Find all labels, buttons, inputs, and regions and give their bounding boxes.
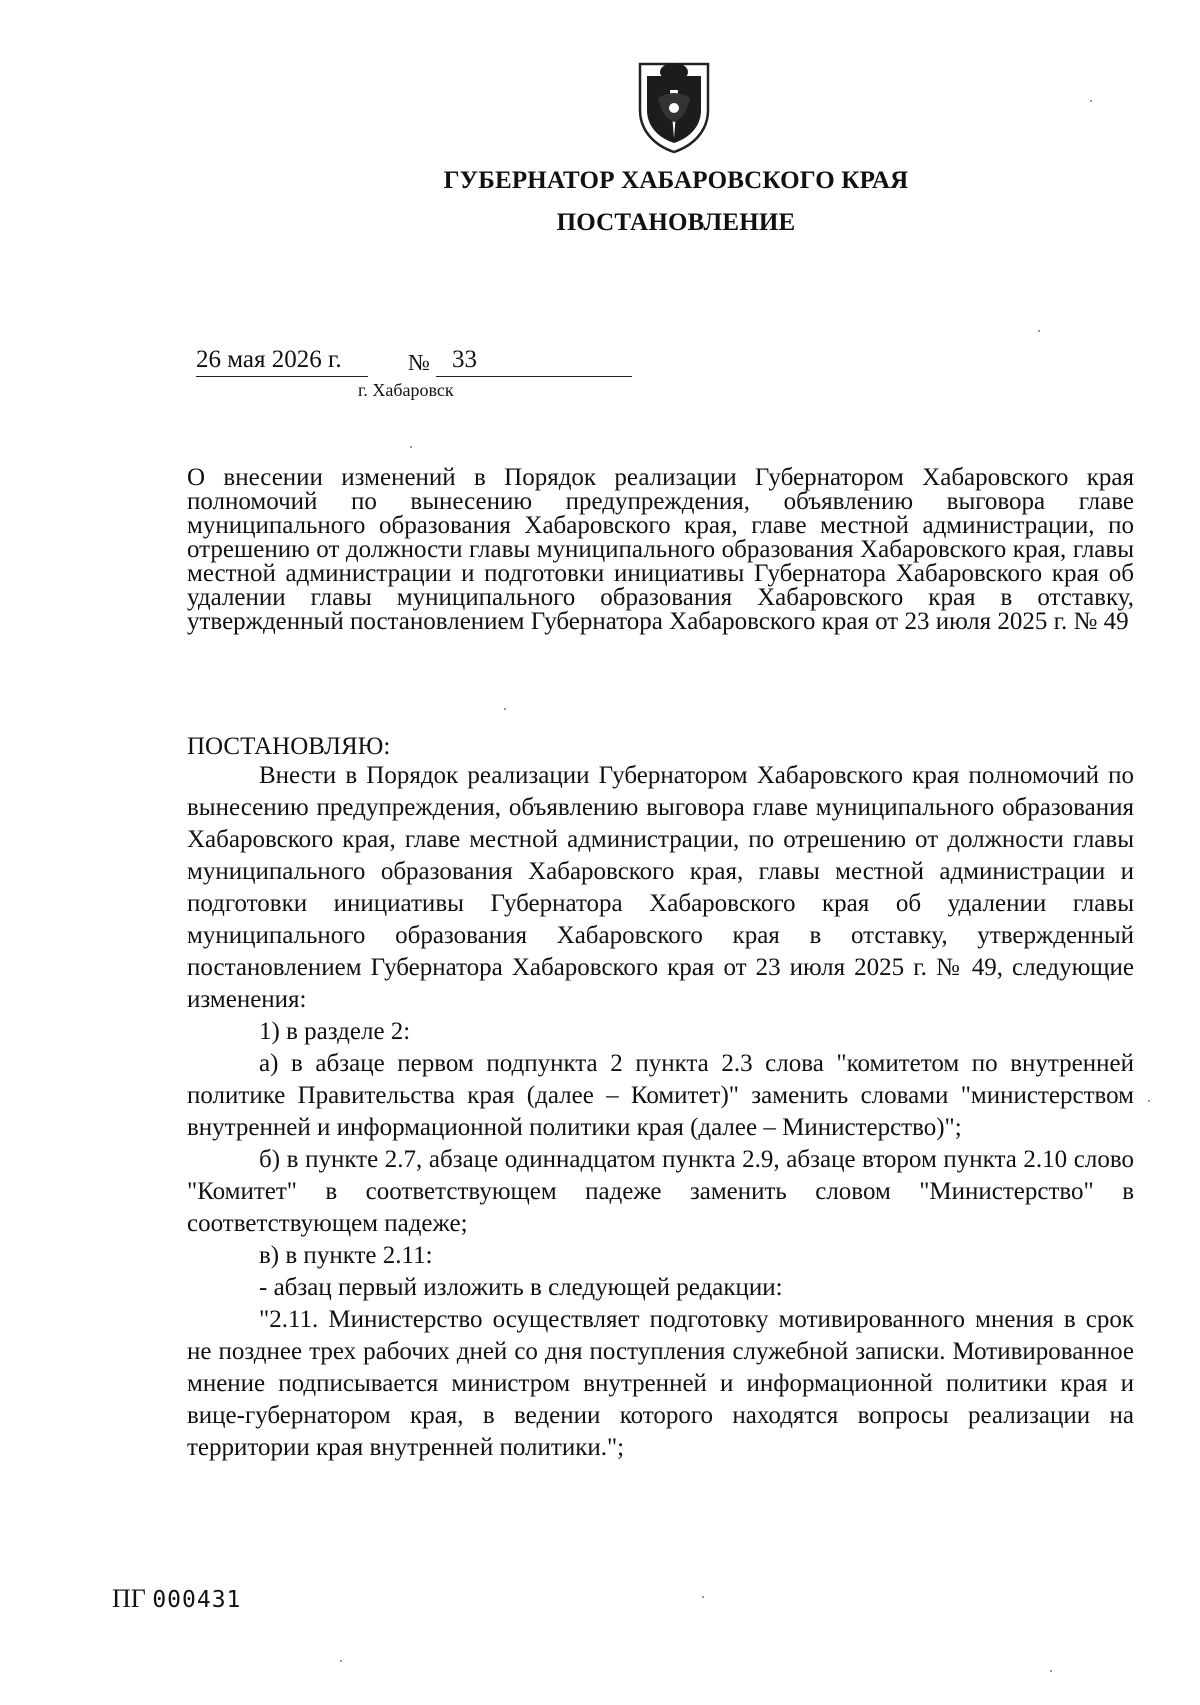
scan-speck <box>1090 100 1092 102</box>
paragraph-item-1: 1) в разделе 2: <box>259 1018 411 1045</box>
scan-speck <box>504 708 506 710</box>
scan-speck <box>1038 330 1040 332</box>
form-serial <box>112 1584 241 1614</box>
decree-word: ПОСТАНОВЛЯЮ: <box>187 733 391 760</box>
paragraph-intro: Внести в Порядок реализации Губернатором Хабаровского края полномочий по вынесению предупреждения, объявлению выговора главе муниципального образования Хабаровского края, главе местной администрации, по отрешению от должности главы муниципального образования Хабаровского края, главы местной администрации и подготовки инициативы Губернатора Хабаровского края об удалении главы муниципального образования Хабаровского края в отставку, утвержденный постановлением Губернатора Хабаровского края от 23 июля 2025 г. № 49, следующие изменения: <box>187 762 1134 1013</box>
document-date: 26 мая 2026 г. <box>196 346 342 373</box>
scan-speck <box>702 1596 704 1598</box>
scan-speck <box>340 1660 342 1662</box>
document-type: ПОСТАНОВЛЕНИЕ <box>556 209 796 236</box>
paragraph-item-v: в) в пункте 2.11: <box>259 1242 433 1269</box>
coat-of-arms-icon <box>634 58 714 154</box>
org-title: ГУБЕРНАТОР ХАБАРОВСКОГО КРАЯ <box>443 167 909 194</box>
paragraph-dash: - абзац первый изложить в следующей редакции: <box>259 1274 783 1301</box>
scan-speck <box>410 446 412 448</box>
date-underline <box>196 376 368 377</box>
decree-body <box>187 760 1134 1464</box>
scan-speck <box>1148 1100 1150 1102</box>
paragraph-quote: "2.11. Министерство осуществляет подготовку мотивированного мнения в срок не позднее трех рабочих дней со дня поступления служебной записки. Мотивированное мнение подписывается министром внутренней и информационной политики края и вице-губернатором края, в ведении которого находятся вопросы реализации на территории края внутренней политики."; <box>187 1306 1134 1461</box>
paragraph-item-a: а) в абзаце первом подпункта 2 пункта 2.3 слова "комитетом по внутренней политике Правительства края (далее – Комитет)" заменить словами "министерством внутренней и информационной политики края (далее – Министерство)"; <box>187 1050 1134 1141</box>
city: г. Хабаровск <box>358 380 454 400</box>
document-number: 33 <box>452 346 477 373</box>
form-serial-number: 000431 <box>152 1587 242 1613</box>
form-series: ПГ <box>112 1584 146 1613</box>
number-underline <box>436 376 632 377</box>
number-label: № <box>408 350 430 375</box>
paragraph-item-b: б) в пункте 2.7, абзаце одиннадцатом пункта 2.9, абзаце втором пункта 2.10 слово "Комитет" в соответствующем падеже заменить словом "Министерство" в соответствующем падеже; <box>187 1146 1134 1237</box>
document-subject: О внесении изменений в Порядок реализации Губернатором Хабаровского края полномочий по вынесению предупреждения, объявлению выговора главе муниципального образования Хабаровского края, главе местной администрации, по отрешению от должности главы муниципального образования Хабаровского края, главы местной администрации и подготовки инициативы Губернатора Хабаровского края об удалении главы муниципального образования Хабаровского края в отставку, утвержденный постановлением Губернатора Хабаровского края от 23 июля 2025 г. № 49 <box>187 464 1134 635</box>
scan-speck <box>1050 1670 1052 1672</box>
